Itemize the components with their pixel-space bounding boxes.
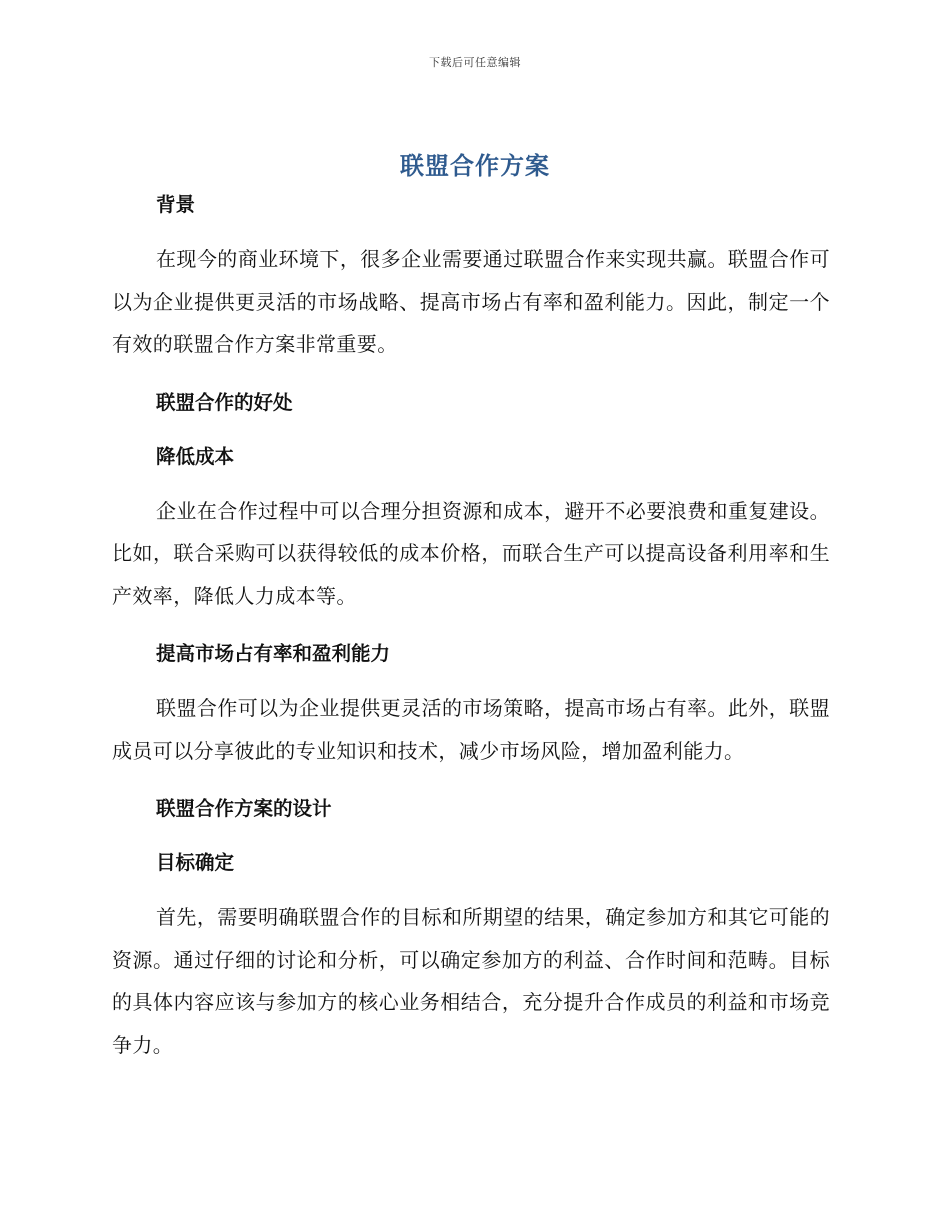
page-header-note: 下载后可任意编辑 xyxy=(429,56,521,69)
heading-goal-setting: 目标确定 xyxy=(156,851,235,874)
heading-market-share: 提高市场占有率和盈利能力 xyxy=(156,642,391,665)
paragraph-reduce-cost: 企业在合作过程中可以合理分担资源和成本，避开不必要浪费和重复建设。比如，联合采购可以获得较低的成本价格，而联合生产可以提高设备利用率和生产效率，降低人力成本等。 xyxy=(112,498,830,608)
paragraph-market-share: 联盟合作可以为企业提供更灵活的市场策略，提高市场占有率。此外，联盟成员可以分享彼此的专业知识和技术，减少市场风险，增加盈利能力。 xyxy=(112,696,830,763)
heading-plan-design: 联盟合作方案的设计 xyxy=(156,797,332,820)
document-body xyxy=(112,190,830,1066)
paragraph-goal-setting: 首先，需要明确联盟合作的目标和所期望的结果，确定参加方和其它可能的资源。通过仔细的讨论和分析，可以确定参加方的利益、合作时间和范畴。目标的具体内容应该与参加方的核心业务相结合，充分提升合作成员的利益和市场竞争力。 xyxy=(112,905,830,1057)
heading-reduce-cost: 降低成本 xyxy=(156,444,235,468)
heading-benefits: 联盟合作的好处 xyxy=(156,390,293,414)
heading-background: 背景 xyxy=(156,193,196,216)
paragraph-background: 在现今的商业环境下，很多企业需要通过联盟合作来实现共赢。联盟合作可以为企业提供更灵活的市场战略、提高市场占有率和盈利能力。因此，制定一个有效的联盟合作方案非常重要。 xyxy=(112,247,830,356)
document-title: 联盟合作方案 xyxy=(400,152,550,180)
